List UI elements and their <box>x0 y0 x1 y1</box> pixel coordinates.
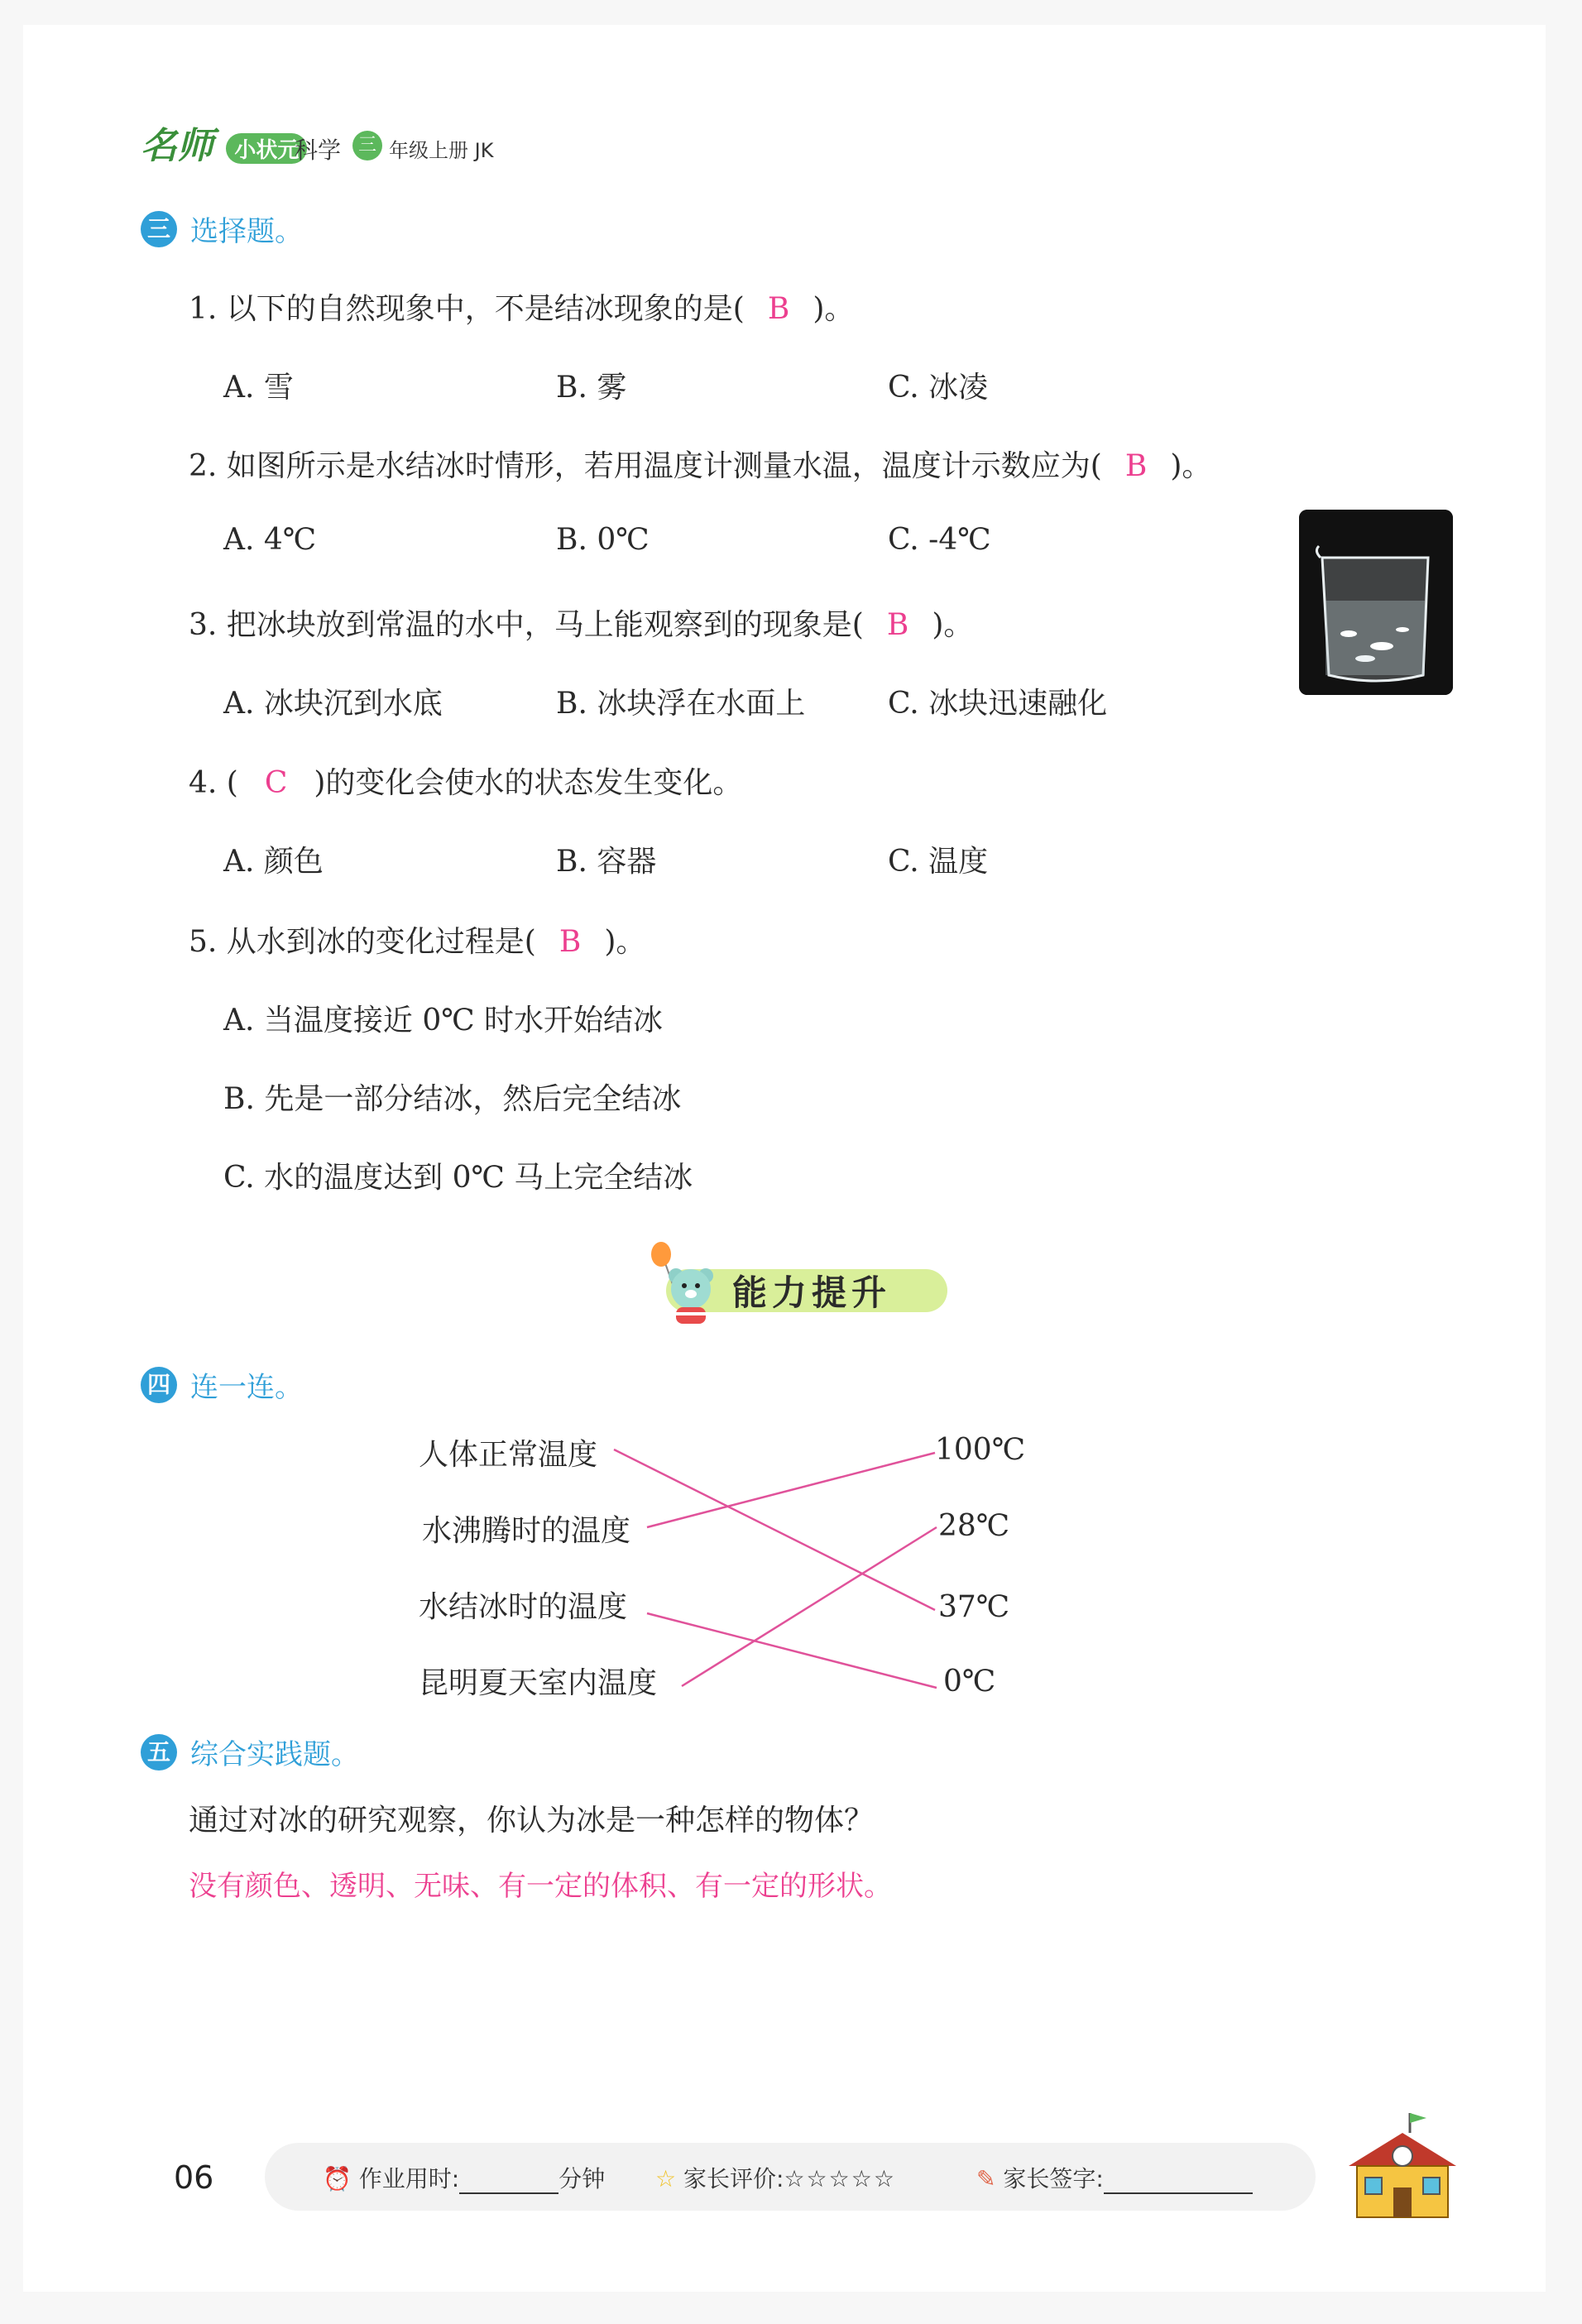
q3-option-a: A. 冰块沉到水底 <box>223 687 443 721</box>
q1-option-b: B. 雾 <box>556 371 627 405</box>
match-line-2 <box>647 1453 935 1527</box>
header-subject: 科学 <box>295 137 342 164</box>
signature-blank[interactable] <box>1104 2192 1253 2194</box>
match-left-2: 水沸腾时的温度 <box>422 1514 631 1548</box>
page-number: 06 <box>174 2159 214 2196</box>
section3-badge: 三 <box>141 211 177 247</box>
match-line-1 <box>614 1450 935 1610</box>
match-right-2: 28℃ <box>938 1509 1010 1543</box>
header-grade-badge: 三 <box>352 131 382 161</box>
match-left-1: 人体正常温度 <box>419 1438 598 1472</box>
match-left-3: 水结冰时的温度 <box>419 1590 628 1624</box>
q1-option-c: C. 冰凌 <box>888 371 989 405</box>
banner-text: 能力提升 <box>732 1272 892 1313</box>
q3-option-c: C. 冰块迅速融化 <box>888 687 1108 721</box>
pencil-icon: ✎ <box>976 2165 996 2192</box>
brand-text: 名师 <box>141 125 213 167</box>
q3-option-b: B. 冰块浮在水面上 <box>556 687 806 721</box>
q2-option-c: C. -4℃ <box>888 523 991 557</box>
q2-option-b: B. 0℃ <box>556 523 650 557</box>
q4-option-b: B. 容器 <box>556 845 657 879</box>
parent-signature: ✎ 家长签字: <box>976 2161 1253 2194</box>
header-grade-text: 年级上册 JK <box>389 139 494 162</box>
match-right-4: 0℃ <box>943 1665 996 1699</box>
section3-title: 选择题。 <box>190 215 303 248</box>
q1-option-a: A. 雪 <box>223 371 294 405</box>
section4-badge: 四 <box>141 1367 177 1403</box>
section5-badge: 五 <box>141 1734 177 1771</box>
q4-option-a: A. 颜色 <box>223 845 324 879</box>
q2-option-a: A. 4℃ <box>223 523 317 557</box>
answer-5: B <box>558 925 582 959</box>
question-4: 4. ( C )的变化会使水的状态发生变化。 <box>189 766 743 800</box>
match-line-4 <box>682 1527 937 1686</box>
alarm-clock-icon: ⏰ <box>323 2165 352 2192</box>
q5-option-b: B. 先是一部分结冰，然后完全结冰 <box>223 1082 682 1116</box>
answer-4: C <box>264 766 288 800</box>
rating-stars[interactable]: ☆☆☆☆☆ <box>784 2165 896 2192</box>
answer-3: B <box>886 608 909 642</box>
question-5: 5. 从水到冰的变化过程是( B )。 <box>189 925 646 959</box>
section4-title: 连一连。 <box>190 1371 303 1404</box>
practice-question: 通过对冰的研究观察，你认为冰是一种怎样的物体？ <box>189 1804 875 1838</box>
time-blank[interactable] <box>459 2192 558 2194</box>
answer-1: B <box>767 292 790 326</box>
question-3: 3. 把冰块放到常温的水中，马上能观察到的现象是( B )。 <box>189 608 974 642</box>
match-right-3: 37℃ <box>938 1590 1010 1624</box>
q5-option-c: C. 水的温度达到 0℃ 马上完全结冰 <box>223 1161 693 1195</box>
star-icon: ☆ <box>655 2165 677 2192</box>
section5-title: 综合实践题。 <box>190 1738 359 1771</box>
match-right-1: 100℃ <box>935 1433 1025 1467</box>
q5-option-a: A. 当温度接近 0℃ 时水开始结冰 <box>223 1004 663 1037</box>
practice-answer: 没有颜色、透明、无味、有一定的体积、有一定的形状。 <box>189 1870 892 1903</box>
school-house-icon <box>1340 2108 1465 2224</box>
homework-time: ⏰ 作业用时: 分钟 <box>323 2165 606 2192</box>
answer-2: B <box>1124 449 1148 483</box>
q4-option-c: C. 温度 <box>888 845 989 879</box>
match-line-3 <box>647 1613 937 1688</box>
brand-pill: 小状元 <box>226 133 307 164</box>
question-1: 1. 以下的自然现象中，不是结冰现象的是( B )。 <box>189 292 855 326</box>
match-left-4: 昆明夏天室内温度 <box>419 1666 658 1700</box>
parent-rating: ☆ 家长评价:☆☆☆☆☆ <box>655 2165 896 2192</box>
question-2: 2. 如图所示是水结冰时情形，若用温度计测量水温，温度计示数应为( B )。 <box>189 449 1212 483</box>
